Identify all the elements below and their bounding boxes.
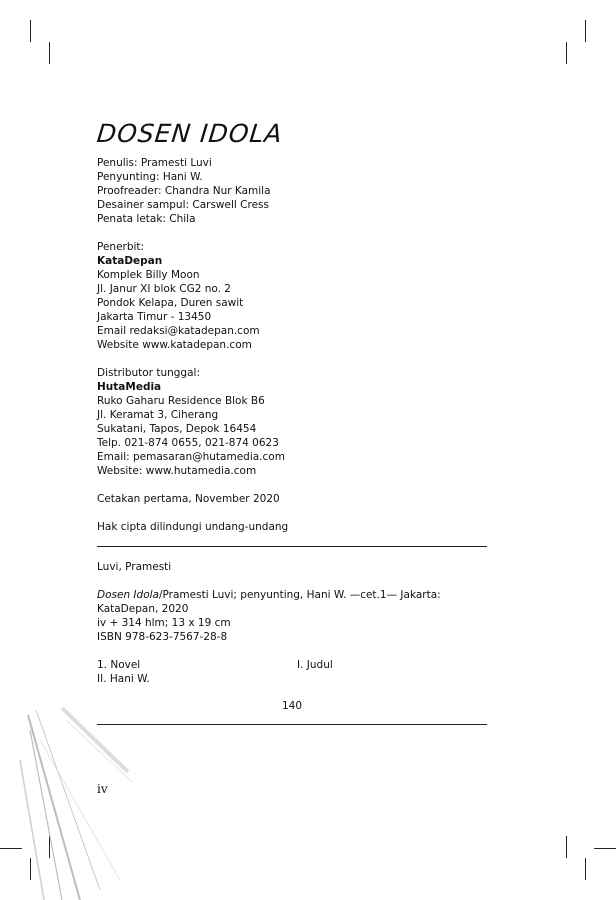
catalog-pages: iv + 314 hlm; 13 x 19 cm: [97, 617, 231, 629]
distributor-block: [97, 366, 497, 478]
credits-block: [97, 156, 497, 226]
book-title: DOSEN IDOLA: [95, 119, 285, 148]
divider: [97, 546, 487, 547]
distributor-address-line: Jl. Keramat 3, Ciherang: [97, 409, 219, 421]
publisher-address-line: Pondok Kelapa, Duren sawit: [97, 297, 244, 309]
catalog-description: [97, 588, 487, 602]
catalog-author: Luvi, Pramesti: [97, 561, 172, 573]
catalog-subject: I. Judul: [297, 659, 333, 671]
credit-editor: Penyunting: Hani W.: [97, 171, 203, 183]
decorative-streaks: [0, 700, 140, 900]
distributor-phone: Telp. 021-874 0655, 021-874 0623: [97, 437, 279, 449]
publisher-website: Website www.katadepan.com: [97, 339, 252, 351]
crop-mark: [585, 858, 586, 880]
catalog-title: Dosen Idola: [97, 589, 159, 601]
publisher-address-line: Komplek Billy Moon: [97, 269, 200, 281]
publisher-email: Email redaksi@katadepan.com: [97, 325, 260, 337]
catalog-description-rest: /Pramesti Luvi; penyunting, Hani W. —cet.1— Jakarta:: [158, 589, 441, 601]
publisher-block: [97, 240, 497, 352]
distributor-address-line: Sukatani, Tapos, Depok 16454: [97, 423, 257, 435]
publisher-address-line: Jakarta Timur - 13450: [97, 311, 212, 323]
crop-mark: [566, 42, 567, 64]
distributor-name: HutaMedia: [97, 381, 162, 393]
copyright-page: [97, 118, 497, 534]
credit-layout: Penata letak: Chila: [97, 213, 196, 225]
credit-cover-designer: Desainer sampul: Carswell Cress: [97, 199, 269, 211]
crop-mark: [566, 836, 567, 858]
credit-author: Penulis: Pramesti Luvi: [97, 157, 212, 169]
publisher-heading: Penerbit:: [97, 241, 145, 253]
crop-mark: [49, 42, 50, 64]
copyright-note: Hak cipta dilindungi undang-undang: [97, 521, 289, 533]
distributor-email: Email: pemasaran@hutamedia.com: [97, 451, 285, 463]
crop-mark: [585, 20, 586, 42]
publisher-address-line: Jl. Janur XI blok CG2 no. 2: [97, 283, 231, 295]
edition-note: Cetakan pertama, November 2020: [97, 493, 280, 505]
distributor-address-line: Ruko Gaharu Residence Blok B6: [97, 395, 265, 407]
folio: iv: [97, 782, 108, 796]
catalog-subject: II. Hani W.: [97, 673, 150, 685]
catalog-subject: 1. Novel: [97, 659, 141, 671]
crop-mark: [30, 20, 31, 42]
catalog-isbn: ISBN 978-623-7567-28-8: [97, 631, 228, 643]
catalog-block: [97, 560, 487, 686]
publisher-name: KataDepan: [97, 255, 163, 267]
distributor-heading: Distributor tunggal:: [97, 367, 200, 379]
distributor-website: Website: www.hutamedia.com: [97, 465, 257, 477]
crop-mark: [594, 848, 616, 849]
catalog-subjects: [97, 658, 487, 672]
class-number: 140: [281, 700, 303, 712]
divider: [97, 724, 487, 725]
catalog-publisher-year: KataDepan, 2020: [97, 603, 189, 615]
credit-proofreader: Proofreader: Chandra Nur Kamila: [97, 185, 271, 197]
